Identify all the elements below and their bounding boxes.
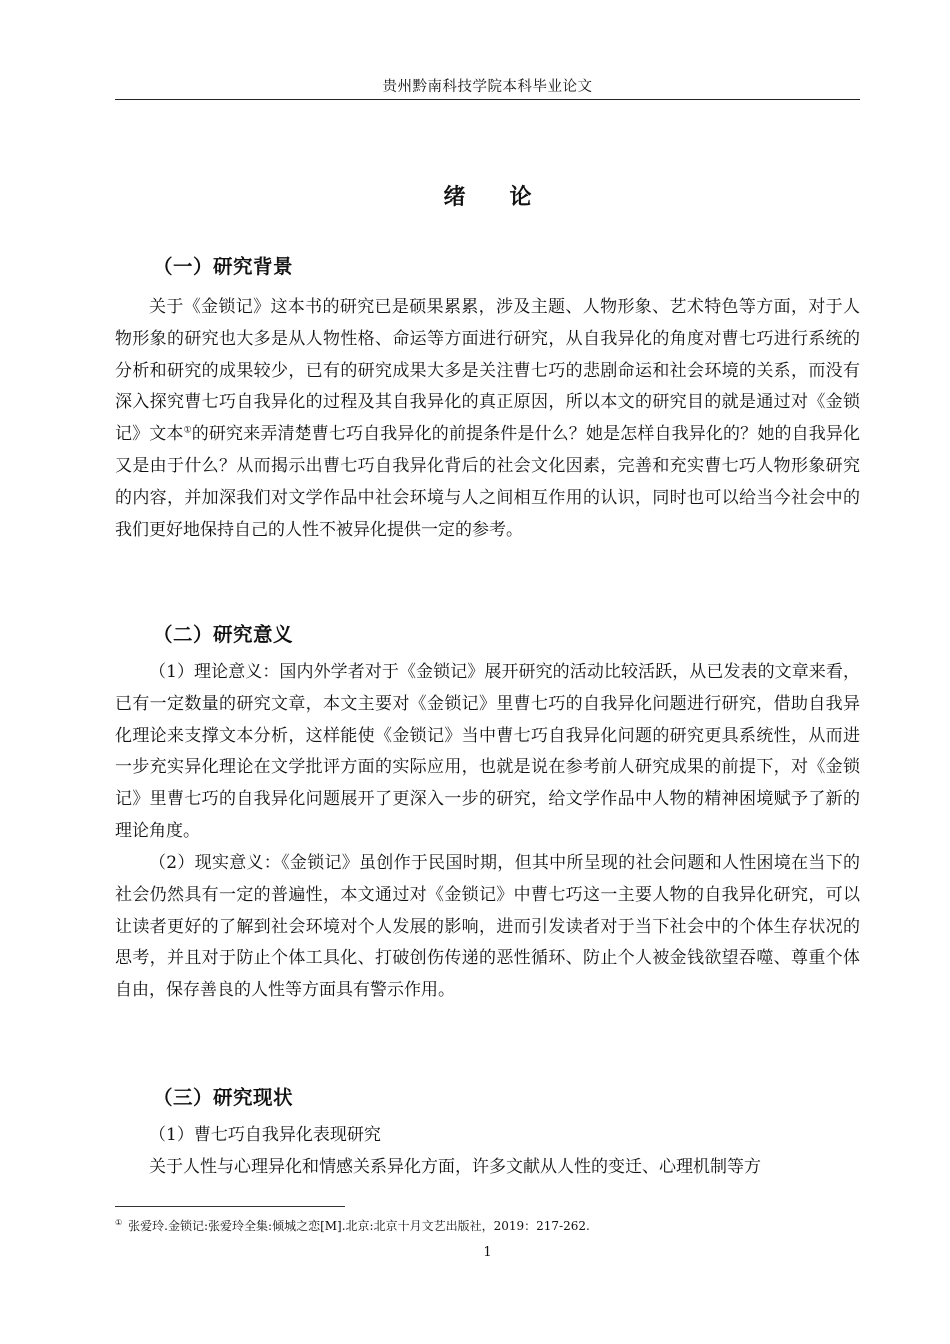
footnote-reference[interactable]: ① <box>183 425 192 436</box>
paragraph-text: 的研究来弄清楚曹七巧自我异化的前提条件是什么？她是怎样自我异化的？她的自我异化又是由于什么？从而揭示出曹七巧自我异化背后的社会文化因素，完善和充实曹七巧人物形象研究的内容，并加深我们对文学作品中社会环境与人之间相互作用的认识，同时也可以给当今社会中的我们更好地保持自己的人性不被异化提供一定的参考。 <box>115 424 861 540</box>
section-title-background: （一）研究背景 <box>153 255 294 278</box>
chapter-title: 绪论 <box>443 185 576 210</box>
footnote-text: 张爱玲.金锁记:张爱玲全集:倾城之恋[M].北京:北京十月文艺出版社，2019：217-262. <box>128 1219 590 1233</box>
paragraph-theoretical-significance: （1）理论意义：国内外学者对于《金锁记》展开研究的活动比较活跃，从已发表的文章来看，已有一定数量的研究文章，本文主要对《金锁记》里曹七巧的自我异化问题进行研究，借助自我异化理论来支撑文本分析，这样能使《金锁记》当中曹七巧自我异化问题的研究更具系统性，从而进一步充实异化理论在文学批评方面的实际应用，也就是说在参考前人研究成果的前提下，对《金锁记》里曹七巧的自我异化问题展开了更深入一步的研究，给文学作品中人物的精神困境赋予了新的理论角度。 <box>115 662 860 841</box>
paragraph-status: 关于人性与心理异化和情感关系异化方面，许多文献从人性的变迁、心理机制等方 <box>149 1157 761 1177</box>
footnote <box>115 1214 860 1235</box>
section-title-status: （三）研究现状 <box>153 1086 294 1109</box>
running-header: 贵州黔南科技学院本科毕业论文 <box>382 79 593 95</box>
header-rule <box>115 99 860 100</box>
footnote-mark: ① <box>115 1218 123 1227</box>
paragraph-text: 关于《金锁记》这本书的研究已是硕果累累，涉及主题、人物形象、艺术特色等方面，对于人物形象的研究也大多是从人物性格、命运等方面进行研究，从自我异化的角度对曹七巧进行系统的分析和研究的成果较少，已有的研究成果大多是关注曹七巧的悲剧命运和社会环境的关系，而没有深入探究曹七巧自我异化的过程及其自我异化的真正原因，所以本文的研究目的就是通过对《金锁记》文本 <box>115 297 860 445</box>
paragraph-background <box>115 292 860 546</box>
subsection-heading: （1）曹七巧自我异化表现研究 <box>149 1125 381 1145</box>
footnote-rule <box>115 1206 345 1207</box>
section-title-significance: （二）研究意义 <box>153 623 294 646</box>
page-number: 1 <box>483 1245 492 1260</box>
paragraph-practical-significance: （2）现实意义：《金锁记》虽创作于民国时期，但其中所呈现的社会问题和人性困境在当下的社会仍然具有一定的普遍性，本文通过对《金锁记》中曹七巧这一主要人物的自我异化研究，可以让读者更好的了解到社会环境对个人发展的影响，进而引发读者对于当下社会中的个体生存状况的思考，并且对于防止个体工具化、打破创伤传递的恶性循环、防止个人被金钱欲望吞噬、尊重个体自由，保存善良的人性等方面具有警示作用。 <box>115 853 860 1001</box>
